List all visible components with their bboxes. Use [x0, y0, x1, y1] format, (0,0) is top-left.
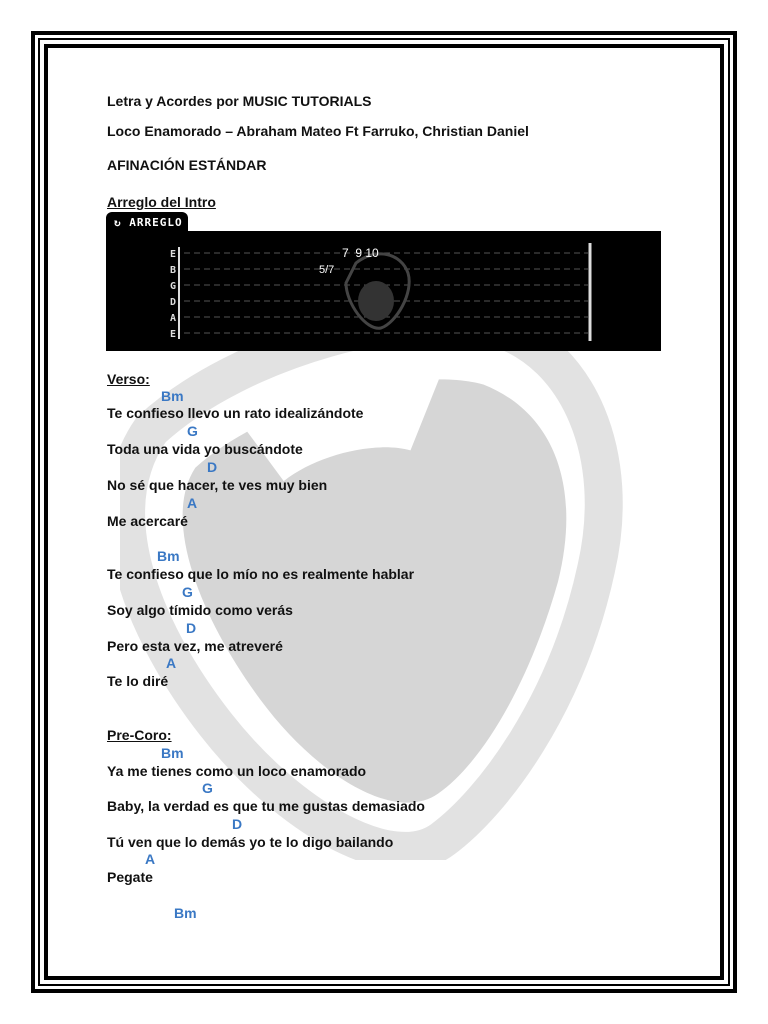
lyric-line: Toda una vida yo buscándote: [107, 441, 303, 457]
string-name: A: [170, 313, 177, 324]
header-credit: Letra y Acordes por MUSIC TUTORIALS: [107, 93, 372, 109]
chord: Bm: [161, 388, 184, 404]
tab-label: [106, 212, 188, 232]
lyric-line: Me acercaré: [107, 513, 188, 529]
precoro-heading: Pre-Coro:: [107, 727, 172, 743]
verse-heading: Verso:: [107, 371, 150, 387]
chord: D: [186, 620, 197, 636]
lyric-line: Tú ven que lo demás yo te lo digo bailando: [107, 834, 394, 850]
tab-note-high-e: 7 9 10: [342, 246, 379, 260]
chord: A: [166, 655, 177, 671]
chord: Bm: [157, 548, 180, 564]
string-name: E: [170, 249, 177, 260]
chord: Bm: [174, 905, 197, 921]
lyric-line: Te confieso llevo un rato idealizándote: [107, 405, 364, 421]
string-name: B: [170, 265, 177, 276]
tab-note-b: 5/7: [319, 264, 335, 276]
lyric-line: Soy algo tímido como verás: [107, 602, 293, 618]
lyric-line: Pero esta vez, me atreveré: [107, 638, 283, 654]
chord: D: [207, 459, 218, 475]
chord: D: [232, 816, 243, 832]
lyric-line: Te lo diré: [107, 673, 169, 689]
chord: G: [202, 780, 213, 796]
tablature-staff: [106, 231, 661, 351]
tab-label-text: ARREGLO: [129, 216, 183, 229]
chord: A: [145, 851, 156, 867]
chord: G: [182, 584, 193, 600]
lyric-line: Te confieso que lo mío no es realmente hablar: [107, 566, 415, 582]
lyric-line: Baby, la verdad es que tu me gustas demasiado: [107, 798, 425, 814]
refresh-icon: ↻: [114, 216, 122, 229]
string-name: D: [170, 297, 177, 308]
lyric-line: Ya me tienes como un loco enamorado: [107, 763, 367, 779]
song-title: Loco Enamorado – Abraham Mateo Ft Farruko, Christian Daniel: [107, 123, 529, 139]
chord: G: [187, 423, 198, 439]
tablature: [106, 231, 661, 351]
chord: A: [187, 495, 198, 511]
lyric-line: Pegate: [107, 869, 153, 885]
string-name: G: [170, 281, 177, 292]
intro-heading: Arreglo del Intro: [107, 194, 216, 210]
string-name: E: [170, 329, 177, 340]
chord: Bm: [161, 745, 184, 761]
tuning-label: AFINACIÓN ESTÁNDAR: [107, 157, 267, 173]
lyric-line: No sé que hacer, te ves muy bien: [107, 477, 328, 493]
